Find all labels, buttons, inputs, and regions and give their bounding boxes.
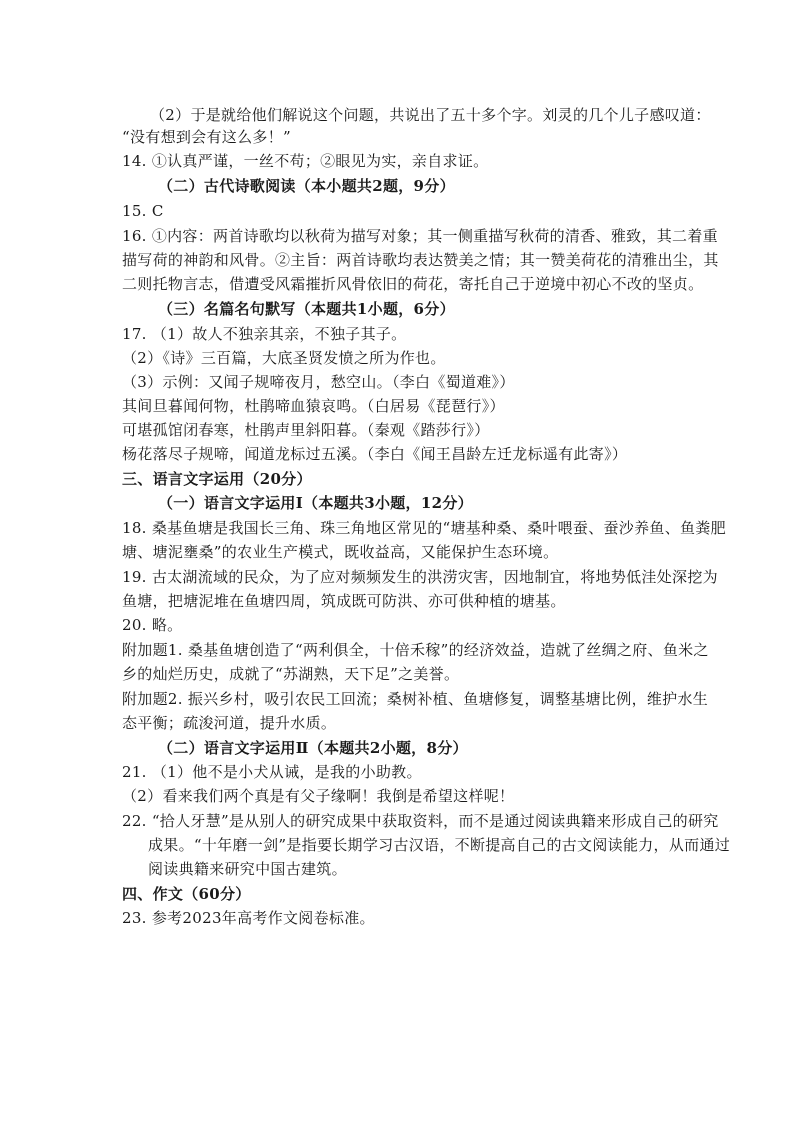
text-line: （2）于是就给他们解说这个问题，共说出了五十多个字。刘灵的几个儿子感叹道： (150, 106, 711, 124)
text-line: 塘、塘泥壅桑”的农业生产模式，既收益高，又能保护生态环境。 (122, 543, 559, 561)
text-line: 描写荷的神韵和风骨。②主旨：两首诗歌均表达赞美之情；其一赞美荷花的清雅出尘，其 (122, 251, 719, 269)
question-19-answer: 19. 古太湖流域的民众，为了应对频频发生的洪涝灾害，因地制宜，将地势低洼处深挖为 (122, 568, 718, 586)
question-14-answer: 14. ①认真严谨，一丝不苟；②眼见为实，亲自求证。 (122, 152, 489, 170)
question-15-answer: 15. C (122, 202, 164, 220)
question-23-answer: 23. 参考2023年高考作文阅卷标准。 (122, 909, 375, 927)
text-line: 其间旦暮闻何物，杜鹃啼血猿哀鸣。（白居易《琵琶行》） (122, 397, 505, 415)
question-18-answer: 18. 桑基鱼塘是我国长三角、珠三角地区常见的“塘基种桑、桑叶喂蚕、蚕沙养鱼、鱼粪肥 (122, 519, 726, 537)
text-line: 二则托物言志，借遭受风霜摧折风骨依旧的荷花，寄托自己于逆境中初心不改的坚贞。 (122, 275, 704, 293)
question-22-answer: 22. “拾人牙慧”是从别人的研究成果中获取资料，而不是通过阅读典籍来形成自己的研究 (122, 812, 719, 830)
question-21-answer: 21. （1）他不是小犬从诫，是我的小助教。 (122, 763, 422, 781)
text-line: 鱼塘，把塘泥堆在鱼塘四周，筑成既可防洪、亦可供种植的塘基。 (122, 592, 566, 610)
text-line: （3）示例：又闻子规啼夜月，愁空山。（李白《蜀道难》） (122, 373, 515, 391)
section-heading-essay: 四、作文（60分） (122, 885, 251, 903)
section-heading-poetry: （二）古代诗歌阅读（本小题共2题，9分） (158, 177, 455, 195)
text-line: 乡的灿烂历史，成就了“苏湖熟，天下足”之美誉。 (122, 665, 460, 683)
section-heading-recitation: （三）名篇名句默写（本题共1小题，6分） (158, 300, 455, 318)
bonus-question-2-answer: 附加题2. 振兴乡村，吸引农民工回流；桑树补植、鱼塘修复，调整基塘比例，维护水生 (122, 690, 709, 708)
text-line: 杨花落尽子规啼，闻道龙标过五溪。（李白《闻王昌龄左迁龙标遥有此寄》） (122, 445, 628, 463)
question-20-answer: 20. 略。 (122, 616, 183, 634)
text-line: 成果。“十年磨一剑”是指要长期学习古汉语，不断提高自己的古文阅读能力，从而通过 (148, 836, 731, 854)
question-17-answer: 17. （1）故人不独亲其亲，不独子其子。 (122, 325, 407, 343)
text-line: “没有想到会有这么多！” (122, 128, 291, 146)
section-heading-language: 三、语言文字运用（20分） (122, 470, 312, 488)
text-line: （2）《诗》三百篇，大底圣贤发愤之所为作也。 (122, 349, 446, 367)
question-16-answer: 16. ①内容：两首诗歌均以秋荷为描写对象；其一侧重描写秋荷的清香、雅致，其二着重 (122, 227, 718, 245)
bonus-question-1-answer: 附加题1. 桑基鱼塘创造了“两利俱全，十倍禾稼”的经济效益，造就了丝绸之府、鱼米之 (122, 641, 709, 659)
text-line: （2）看来我们两个真是有父子缘啊！我倒是希望这样呢！ (122, 787, 515, 805)
text-line: 态平衡；疏浚河道，提升水质。 (122, 714, 337, 732)
text-line: 可堪孤馆闭春寒，杜鹃声里斜阳暮。（秦观《踏莎行》） (122, 421, 490, 439)
subsection-heading-language-1: （一）语言文字运用Ⅰ（本题共3小题，12分） (158, 494, 473, 512)
subsection-heading-language-2: （二）语言文字运用Ⅱ（本题共2小题，8分） (158, 739, 468, 757)
text-line: 阅读典籍来研究中国古建筑。 (148, 860, 347, 878)
